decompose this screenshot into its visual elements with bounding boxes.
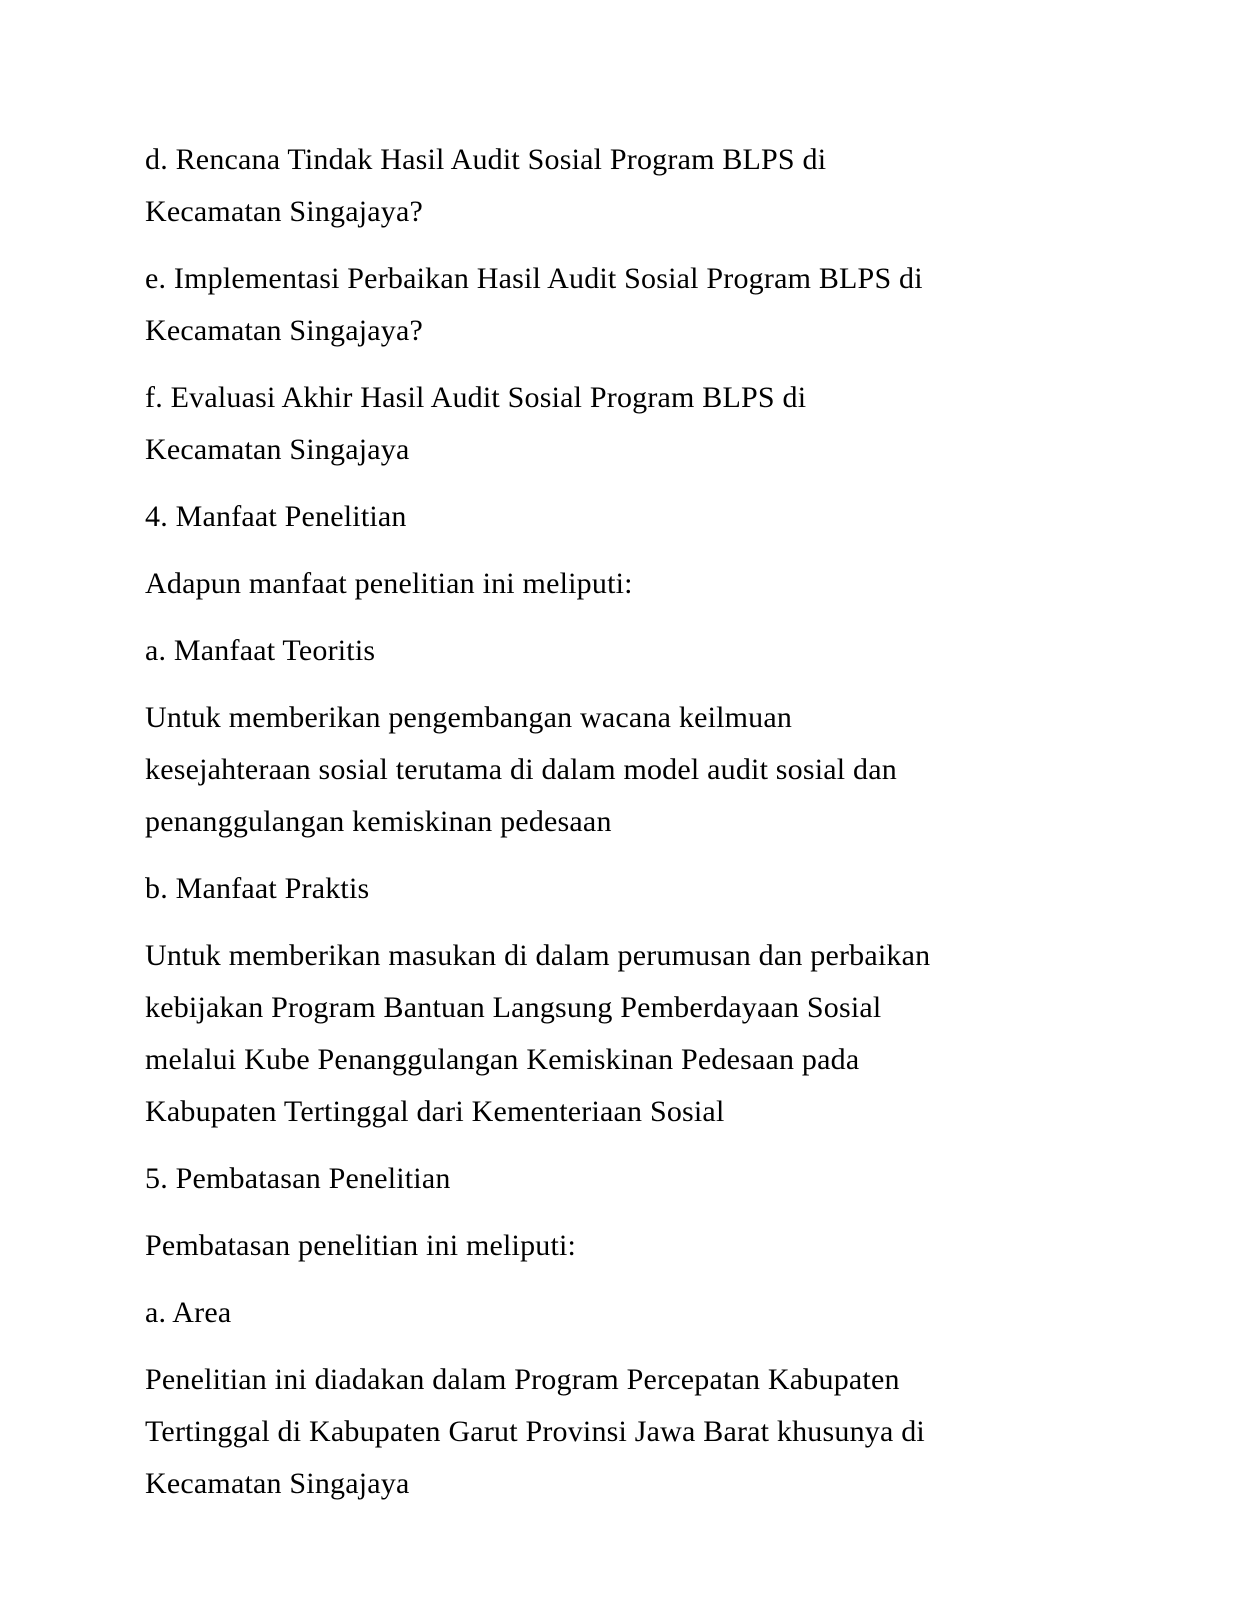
text-line: f. Evaluasi Akhir Hasil Audit Sosial Program BLPS di bbox=[145, 381, 807, 414]
text-line: 5. Pembatasan Penelitian bbox=[145, 1162, 451, 1195]
text-line: Kecamatan Singajaya bbox=[145, 433, 410, 466]
text-line: Penelitian ini diadakan dalam Program Percepatan Kabupaten bbox=[145, 1363, 900, 1396]
text-line: d. Rencana Tindak Hasil Audit Sosial Program BLPS di bbox=[145, 143, 827, 176]
paragraph-item-f bbox=[145, 372, 1142, 476]
text-line: Untuk memberikan pengembangan wacana keilmuan bbox=[145, 701, 793, 734]
text-line: Kecamatan Singajaya? bbox=[145, 314, 424, 347]
text-line: kebijakan Program Bantuan Langsung Pemberdayaan Sosial bbox=[145, 991, 882, 1024]
text-line: Kecamatan Singajaya bbox=[145, 1467, 410, 1500]
text-line: kesejahteraan sosial terutama di dalam model audit sosial dan bbox=[145, 753, 897, 786]
paragraph-intro-manfaat bbox=[145, 558, 1142, 610]
text-line: Pembatasan penelitian ini meliputi: bbox=[145, 1229, 577, 1262]
section-heading-4 bbox=[145, 491, 1142, 543]
text-line: Tertinggal di Kabupaten Garut Provinsi Jawa Barat khusunya di bbox=[145, 1415, 925, 1448]
text-line: Kecamatan Singajaya? bbox=[145, 195, 424, 228]
paragraph-intro-pembatasan bbox=[145, 1220, 1142, 1272]
section-heading-5 bbox=[145, 1153, 1142, 1205]
paragraph-praktis-body bbox=[145, 930, 1142, 1138]
paragraph-item-d bbox=[145, 134, 1142, 238]
text-line: e. Implementasi Perbaikan Hasil Audit Sosial Program BLPS di bbox=[145, 262, 923, 295]
text-line: 4. Manfaat Penelitian bbox=[145, 500, 407, 533]
text-line: a. Manfaat Teoritis bbox=[145, 634, 376, 667]
paragraph-area-body bbox=[145, 1354, 1142, 1510]
text-line: melalui Kube Penanggulangan Kemiskinan Pedesaan pada bbox=[145, 1043, 860, 1076]
text-line: Untuk memberikan masukan di dalam perumusan dan perbaikan bbox=[145, 939, 931, 972]
text-line: Kabupaten Tertinggal dari Kementeriaan Sosial bbox=[145, 1095, 725, 1128]
subsection-heading-a-area bbox=[145, 1287, 1142, 1339]
text-line: b. Manfaat Praktis bbox=[145, 872, 370, 905]
subsection-heading-a-teoritis bbox=[145, 625, 1142, 677]
paragraph-teoritis-body bbox=[145, 692, 1142, 848]
paragraph-item-e bbox=[145, 253, 1142, 357]
subsection-heading-b-praktis bbox=[145, 863, 1142, 915]
text-line: a. Area bbox=[145, 1296, 232, 1329]
text-line: penanggulangan kemiskinan pedesaan bbox=[145, 805, 612, 838]
text-line: Adapun manfaat penelitian ini meliputi: bbox=[145, 567, 633, 600]
